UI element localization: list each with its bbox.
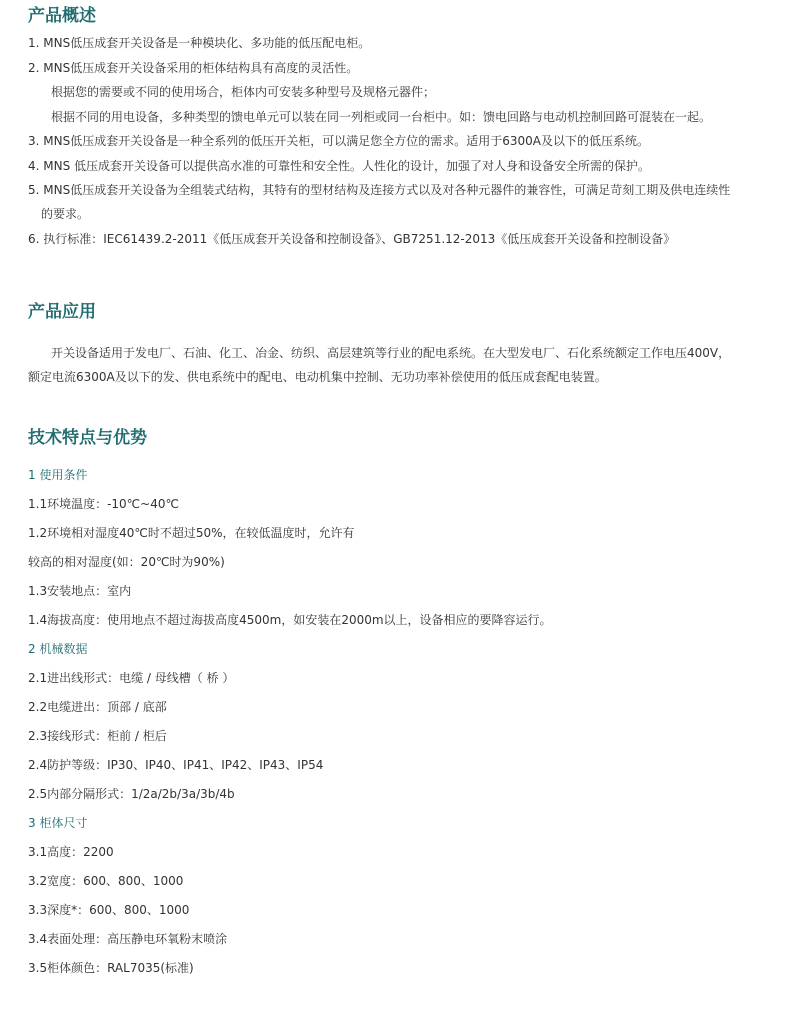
feature-1-1: 1.1环境温度：-10℃~40℃ bbox=[28, 497, 179, 511]
feature-1-4: 1.4海拔高度：使用地点不超过海拔高度4500m，如安装在2000m以上，设备相应的要降容运行。 bbox=[28, 613, 552, 627]
feature-1-2: 1.2环境相对湿度40℃时不超过50%，在较低温度时，允许有 bbox=[28, 526, 355, 540]
overview-item-2-sub-1: 根据您的需要或不同的使用场合，柜体内可安装多种型号及规格元器件； bbox=[51, 85, 436, 99]
feature-3-1: 3.1高度：2200 bbox=[28, 845, 114, 859]
feature-3-5: 3.5柜体颜色：RAL7035(标准) bbox=[28, 961, 194, 975]
section-2-title: 2 机械数据 bbox=[28, 642, 88, 656]
feature-3-3: 3.3深度*：600、800、1000 bbox=[28, 903, 190, 917]
overview-heading: 产品概述 bbox=[28, 6, 96, 26]
overview-item-2-sub-2: 根据不同的用电设备，多种类型的馈电单元可以装在同一列柜或同一台柜中。如：馈电回路与电动机控制回路可混装在一起。 bbox=[51, 110, 712, 124]
feature-3-2: 3.2宽度：600、800、1000 bbox=[28, 874, 184, 888]
overview-item-2: 2. MNS低压成套开关设备采用的柜体结构具有高度的灵活性。 bbox=[28, 61, 359, 75]
section-1-title: 1 使用条件 bbox=[28, 468, 88, 482]
feature-2-4: 2.4防护等级：IP30、IP40、IP41、IP42、IP43、IP54 bbox=[28, 758, 324, 772]
feature-2-2: 2.2电缆进出：顶部 / 底部 bbox=[28, 700, 167, 714]
feature-2-1: 2.1进出线形式：电缆 / 母线槽（ 桥 ） bbox=[28, 671, 235, 685]
application-text-line-1: 开关设备适用于发电厂、石油、化工、冶金、纺织、高层建筑等行业的配电系统。在大型发电厂、石化系统额定工作电压400V， bbox=[51, 346, 731, 360]
overview-item-4: 4. MNS 低压成套开关设备可以提供高水准的可靠性和安全性。人性化的设计，加强了对人身和设备安全所需的保护。 bbox=[28, 159, 651, 173]
feature-2-5: 2.5内部分隔形式：1/2a/2b/3a/3b/4b bbox=[28, 787, 235, 801]
application-heading: 产品应用 bbox=[28, 302, 96, 322]
overview-item-5: 5. MNS低压成套开关设备为全组装式结构，其特有的型材结构及连接方式以及对各种元器件的兼容性，可满足苛刻工期及供电连续性 bbox=[28, 183, 731, 197]
overview-item-5-cont: 的要求。 bbox=[41, 207, 90, 221]
overview-item-3: 3. MNS低压成套开关设备是一种全系列的低压开关柜，可以满足您全方位的需求。适用于6300A及以下的低压系统。 bbox=[28, 134, 649, 148]
application-text-line-2: 额定电流6300A及以下的发、供电系统中的配电、电动机集中控制、无功功率补偿使用的低压成套配电装置。 bbox=[28, 370, 607, 384]
features-heading: 技术特点与优势 bbox=[28, 428, 147, 448]
feature-3-4: 3.4表面处理：高压静电环氧粉末喷涂 bbox=[28, 932, 228, 946]
section-3-title: 3 柜体尺寸 bbox=[28, 816, 88, 830]
feature-2-3: 2.3接线形式：柜前 / 柜后 bbox=[28, 729, 167, 743]
overview-item-1: 1. MNS低压成套开关设备是一种模块化、多功能的低压配电柜。 bbox=[28, 36, 371, 50]
feature-1-2-cont: 较高的相对湿度(如：20℃时为90%) bbox=[28, 555, 225, 569]
feature-1-3: 1.3安装地点：室内 bbox=[28, 584, 132, 598]
overview-item-6: 6. 执行标准：IEC61439.2-2011《低压成套开关设备和控制设备》、GB7251.12-2013《低压成套开关设备和控制设备》 bbox=[28, 232, 676, 246]
